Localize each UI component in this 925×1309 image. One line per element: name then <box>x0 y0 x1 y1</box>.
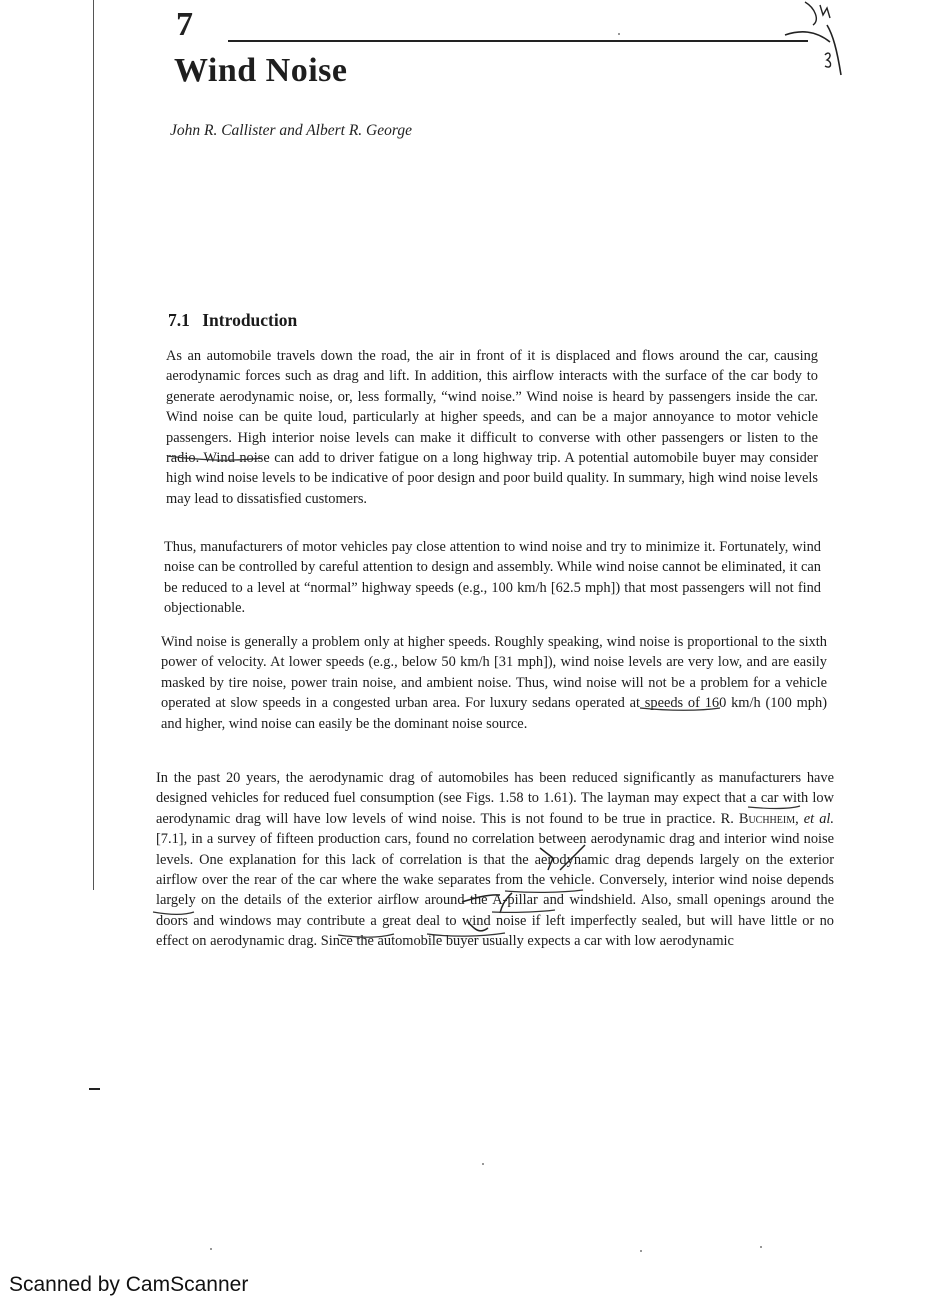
paragraph-4-part-a: In the past 20 years, the aerodynamic drag of automobiles has been reduced significantly as manufacturers have designed vehicles for reduced fuel consumption (see Figs. 1.58 to 1.61). The layman may expect that a car with low aerodynamic drag will have low levels of wind noise. This is not found to be true in practice. R. <box>156 770 834 827</box>
section-number: 7.1 <box>168 310 190 330</box>
et-al: et al. <box>803 810 834 827</box>
paragraph-4-part-b: , <box>795 810 804 827</box>
paragraph-2: Thus, manufacturers of motor vehicles pay close attention to wind noise and try to minimize it. Fortunately, wind noise can be controlled by careful attention to design and assembly. While wind noise cannot be eliminated, it can be reduced to a level at “normal” highway speeds (e.g., 100 km/h [62.5 mph]) that most passengers will not find objectionable. <box>164 539 821 617</box>
section-title: Introduction <box>202 310 298 330</box>
scan-speck <box>640 1250 642 1252</box>
chapter-number: 7 <box>176 6 193 43</box>
paragraph-3: Wind noise is generally a problem only at higher speeds. Roughly speaking, wind noise is proportional to the sixth power of velocity. At lower speeds (e.g., below 50 km/h [31 mph]), wind noise levels are very low, and are easily masked by tire noise, power train noise, and ambient noise. Thus, wind noise will not be a problem for a vehicle operated at slow speeds in a congested urban area. For luxury sedans operated at speeds of 160 km/h (100 mph) and higher, wind noise can easily be the dominant noise source. <box>161 634 827 732</box>
scanner-watermark: Scanned by CamScanner <box>9 1273 249 1296</box>
scan-speck <box>482 1163 484 1165</box>
paragraph-4-part-c: [7.1], in a survey of fifteen production cars, found no correlation between aerodynamic drag and interior wind noise levels. One explanation for this lack of correlation is that the aerodynamic drag depends largely on the exterior airflow over the rear of the car where the wake separates from the vehicle. Conversely, interior wind noise depends largely on the details of the exterior airflow around the A-pillar and windshield. Also, small openings around the doors and windows may contribute a great deal to wind noise if left imperfectly sealed, but will have little or no effect on aerodynamic drag. Since the automobile buyer usually expects a car with low aerodynamic <box>156 831 834 950</box>
margin-mark <box>89 1088 100 1090</box>
chapter-authors: John R. Callister and Albert R. George <box>170 122 412 139</box>
scan-speck <box>760 1246 762 1248</box>
chapter-title: Wind Noise <box>174 52 348 89</box>
scan-speck <box>618 33 620 35</box>
cited-author-name: Buchheim <box>738 810 796 827</box>
paragraph-1: As an automobile travels down the road, the air in front of it is displaced and flows around the car, causing aerodynamic forces such as drag and lift. In addition, this airflow interacts with the surface of the car body to generate aerodynamic noise, or, less formally, “wind noise.” Wind noise is heard by passengers inside the car. Wind noise can be quite loud, particularly at higher speeds, and can be a major annoyance to motor vehicle passengers. High interior noise levels can make it difficult to converse with other passengers or listen to the radio. Wind noise can add to driver fatigue on a long highway trip. A potential automobile buyer may consider high wind noise levels to be indicative of poor design and poor build quality. In summary, high wind noise levels may lead to dissatisfied customers. <box>166 348 818 507</box>
scan-speck <box>210 1248 212 1250</box>
